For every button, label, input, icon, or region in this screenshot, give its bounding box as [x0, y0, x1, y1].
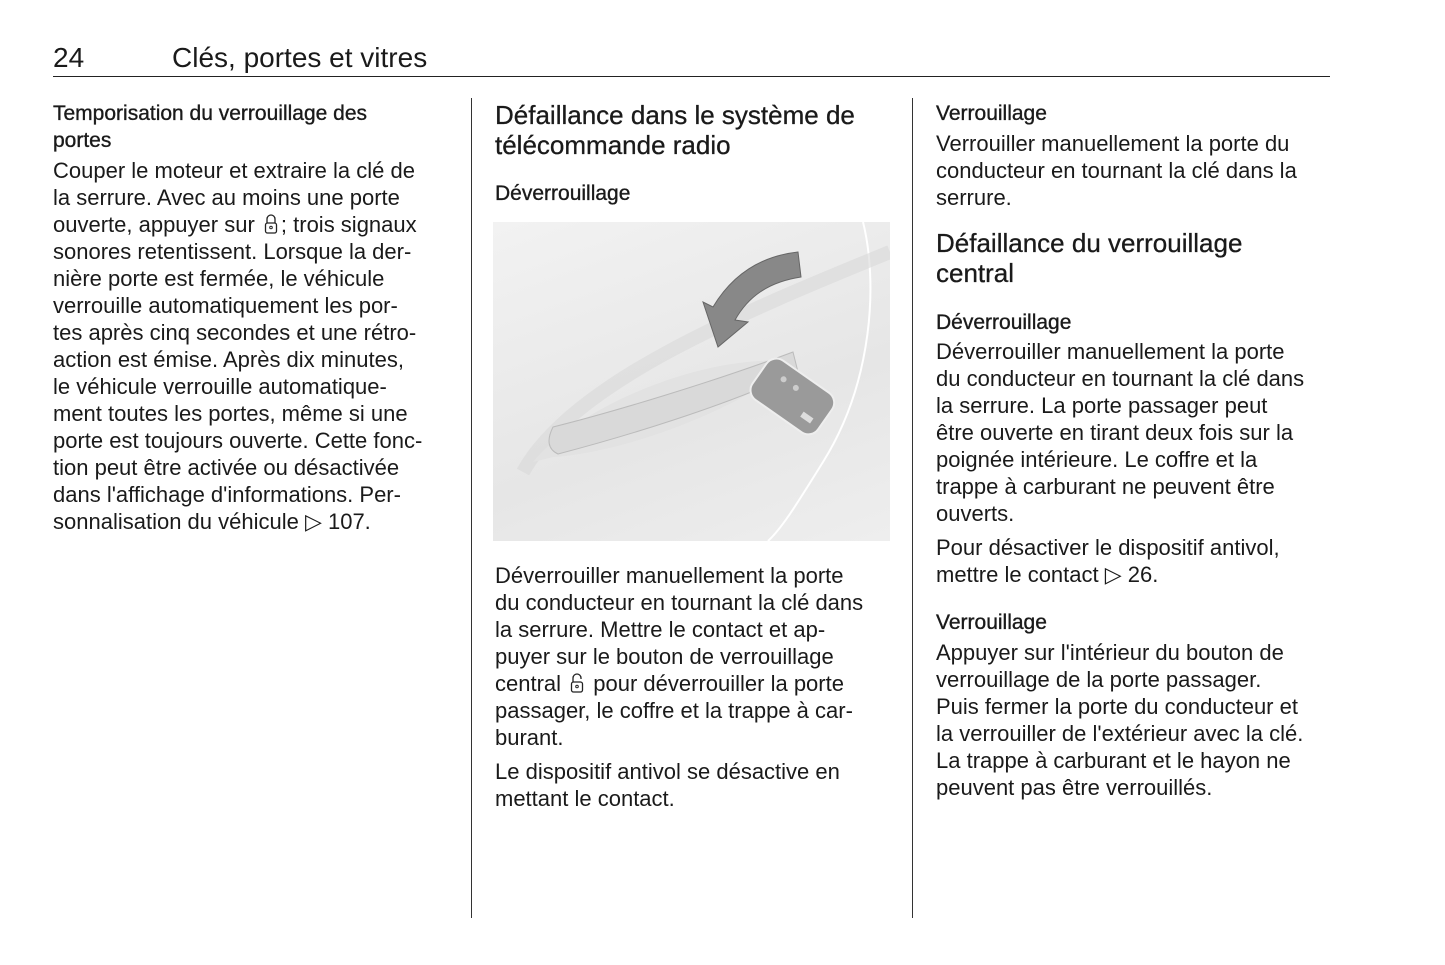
text-line: être ouverte en tirant deux fois sur la	[936, 420, 1294, 445]
text-line: passager, le coffre et la trappe à car-	[495, 698, 853, 723]
text-line: mettant le contact.	[495, 786, 675, 811]
paragraph	[936, 130, 1297, 211]
text-line: le véhicule verrouille automatique-	[53, 374, 387, 399]
text-line: la verrouiller de l'extérieur avec la clé.	[936, 721, 1304, 746]
door-handle-key-illustration	[493, 222, 890, 541]
text-line: Déverrouiller manuellement la porte	[936, 339, 1285, 364]
paragraph	[495, 758, 840, 812]
paragraph	[936, 639, 1303, 801]
text-line: Verrouillage	[936, 611, 1047, 634]
text-line: poignée intérieure. Le coffre et la	[936, 447, 1258, 472]
text-line: sonnalisation du véhicule ▷ 107.	[53, 509, 371, 534]
text-line: ouverte, appuyer sur ; trois signaux	[53, 212, 417, 237]
text-line: Déverrouillage	[936, 311, 1072, 334]
text-line: du conducteur en tournant la clé dans	[495, 590, 864, 615]
text-line: burant.	[495, 725, 564, 750]
column-divider	[912, 98, 913, 918]
unlock-icon	[569, 673, 585, 693]
text-line: Couper le moteur et extraire la clé de	[53, 158, 415, 183]
text-line: la serrure. Mettre le contact et ap-	[495, 617, 826, 642]
text-line: nière porte est fermée, le véhicule	[53, 266, 385, 291]
text-line: porte est toujours ouverte. Cette fonc-	[53, 428, 423, 453]
section-title	[936, 228, 1242, 288]
text-line: Défaillance du verrouillage	[936, 228, 1243, 258]
text-line: central	[936, 258, 1015, 288]
text-line: conducteur en tournant la clé dans la	[936, 158, 1297, 183]
subheading	[495, 180, 630, 207]
column-divider	[471, 98, 472, 918]
text-line: central pour déverrouiller la porte	[495, 671, 844, 696]
text-line: télécommande radio	[495, 130, 731, 160]
paragraph	[936, 338, 1304, 527]
text-line: Pour désactiver le dispositif antivol,	[936, 535, 1280, 560]
text-line: dans l'affichage d'informations. Per-	[53, 482, 401, 507]
text-line: mettre le contact ▷ 26.	[936, 562, 1159, 587]
text-line: La trappe à carburant et le hayon ne	[936, 748, 1291, 773]
text-line: du conducteur en tournant la clé dans	[936, 366, 1305, 391]
text-line: Déverrouiller manuellement la porte	[495, 563, 844, 588]
paragraph	[53, 157, 422, 535]
text-line: la serrure. Avec au moins une porte	[53, 185, 400, 210]
chapter-title: Clés, portes et vitres	[172, 42, 428, 73]
text-line: sonores retentissent. Lorsque la der-	[53, 239, 412, 264]
text-line: trappe à carburant ne peuvent être	[936, 474, 1275, 499]
subheading	[936, 309, 1071, 336]
text-line: verrouillage de la porte passager.	[936, 667, 1262, 692]
text-line: Le dispositif antivol se désactive en	[495, 759, 840, 784]
text-line: ouverts.	[936, 501, 1015, 526]
text-line: peuvent pas être verrouillés.	[936, 775, 1213, 800]
text-line: tes après cinq secondes et une rétro-	[53, 320, 417, 345]
text-line: Appuyer sur l'intérieur du bouton de	[936, 640, 1284, 665]
text-line: action est émise. Après dix minutes,	[53, 347, 404, 372]
text-line: portes	[53, 129, 112, 152]
paragraph	[495, 562, 863, 751]
section-heading	[53, 100, 367, 154]
text-line: Verrouillage	[936, 102, 1047, 125]
text-line: Verrouiller manuellement la porte du	[936, 131, 1290, 156]
text-line: Défaillance dans le système de	[495, 100, 855, 130]
paragraph	[936, 534, 1280, 588]
text-line: tion peut être activée ou désactivée	[53, 455, 400, 480]
text-line: puyer sur le bouton de verrouillage	[495, 644, 834, 669]
text-line: Puis fermer la porte du conducteur et	[936, 694, 1298, 719]
text-line: ment toutes les portes, même si une	[53, 401, 408, 426]
text-line: la serrure. La porte passager peut	[936, 393, 1268, 418]
header-rule	[53, 76, 1330, 77]
subheading	[936, 609, 1047, 636]
text-line: Déverrouillage	[495, 182, 631, 205]
section-title	[495, 100, 855, 160]
page-number: 24	[53, 42, 85, 73]
subheading	[936, 100, 1047, 127]
text-line: Temporisation du verrouillage des	[53, 102, 368, 125]
lock-icon	[263, 214, 279, 234]
text-line: verrouille automatiquement les por-	[53, 293, 398, 318]
text-line: serrure.	[936, 185, 1012, 210]
